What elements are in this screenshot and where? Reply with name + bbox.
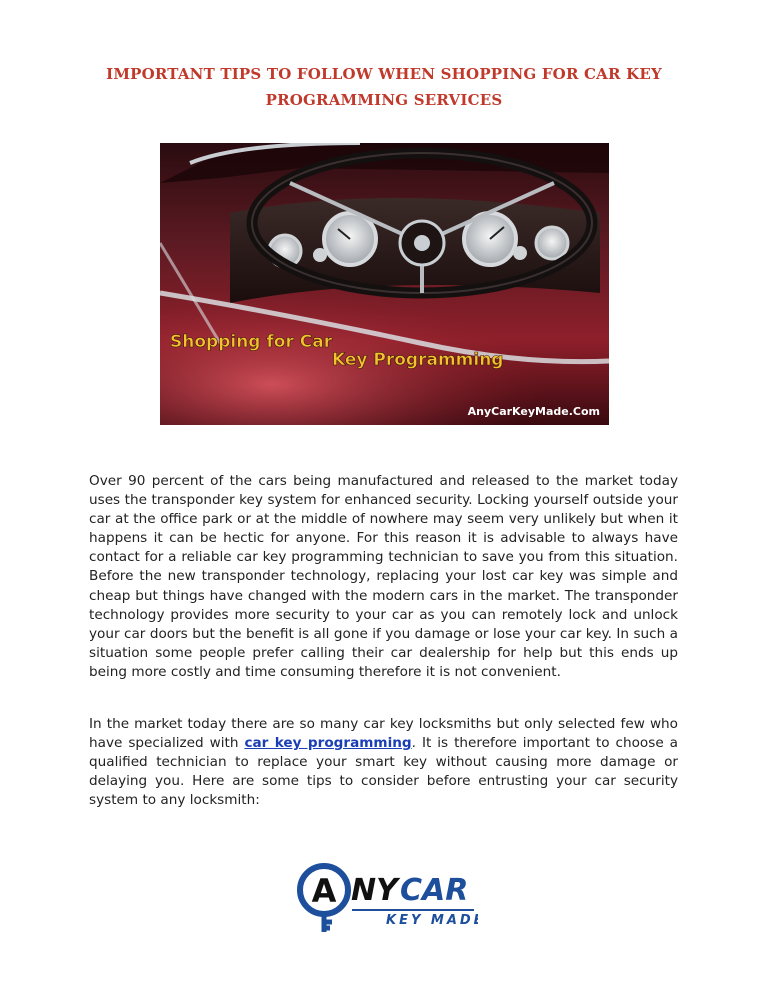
paragraph-text-after-link: . It is therefore important to choose a qualified technician to replace your smart key without causing more damage or delaying you. Here are some tips to consider before entrusting your car security system to any locksmith:: [89, 735, 678, 809]
hero-overlay-line-1: Shopping for Car: [170, 332, 333, 352]
paragraph-intro: Over 90 percent of the cars being manufactured and released to the market today uses the transponder key system for enhanced security. Locking yourself outside your car at the office park or at the middle of nowhere may seem very unlikely but when it happens it can be hectic for anyone. For this reason it is advisable to always have contact for a reliable car key programming technician to save you from this situation. Before the new transponder technology, replacing your lost car key was simple and cheap but things have changed with the modern cars in the market. The transponder technology provides more security to your car as you can remotely lock and unlock your car doors but the benefit is all gone if you damage or lose your car key. In such a situation some people prefer calling their car dealership for help but this ends up being more costly and time consuming therefore it is not convenient.: [89, 473, 678, 680]
logo-graphic: [296, 860, 478, 936]
title-line-2: PROGRAMMING SERVICES: [265, 91, 503, 109]
logo-letter-a: A: [311, 872, 337, 910]
logo-word-car: CAR: [400, 873, 469, 908]
hero-image: [160, 143, 609, 425]
paragraph-text-before-link: In the market today there are so many car key locksmiths but only selected few who have specialized with: [89, 716, 678, 752]
document-title: [96, 61, 672, 113]
title-line-1: IMPORTANT TIPS TO FOLLOW WHEN SHOPPING FOR CAR KEY: [106, 65, 662, 83]
car-key-programming-link[interactable]: car key programming: [244, 735, 412, 752]
anycarkeymade-logo: [296, 860, 478, 936]
hero-overlay-line-2: Key Programming: [332, 350, 504, 370]
logo-word-ny: NY: [351, 873, 398, 908]
car-dashboard-illustration: [160, 143, 609, 425]
logo-tagline: KEY MADE: [386, 913, 478, 928]
hero-watermark: AnyCarKeyMade.Com: [467, 405, 600, 418]
paragraph-tips-intro: [89, 715, 678, 810]
